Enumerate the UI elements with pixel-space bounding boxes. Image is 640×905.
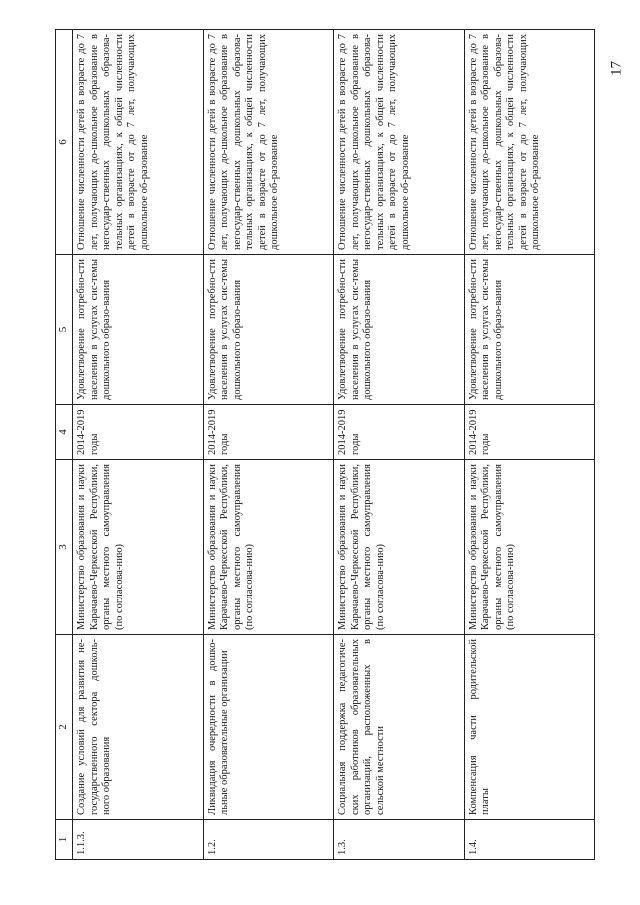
table-row xyxy=(464,30,595,860)
executor-cell: Министерство образования и науки Карачаево-Черкесской Республики, органы местного самоуправления (по согласова-нию) xyxy=(334,460,465,635)
program-measures-table xyxy=(55,29,595,860)
result-cell: Удовлетворение потребно-сти населения в услугах сис-темы дошкольного образо-вания xyxy=(334,255,465,405)
row-number: 1.1.3. xyxy=(73,820,204,860)
indicator-cell: Отношение численности детей в возрасте до 7 лет, получающих до-школьное образование в негосудар-ственных дошкольных образова-тельных организациях, к общей численности детей в возрасте от до 7 лет, получающих дошкольное об-разование xyxy=(464,30,595,255)
measure-cell: Создание условий для развития не-государственного сектора дошколь-ного образования xyxy=(73,635,204,820)
column-number: 2 xyxy=(56,635,73,820)
years-cell: 2014-2019 годы xyxy=(73,405,204,460)
years-cell: 2014-2019 годы xyxy=(203,405,334,460)
rotated-table-container xyxy=(55,30,595,860)
result-cell: Удовлетворение потребно-сти населения в услугах сис-темы дошкольного образо-вания xyxy=(464,255,595,405)
column-number: 3 xyxy=(56,460,73,635)
indicator-cell: Отношение численности детей в возрасте до 7 лет, получающих до-школьное образование в негосудар-ственных дошкольных образова-тельных организациях, к общей численности детей в возрасте от до 7 лет, получающих дошкольное об-разование xyxy=(203,30,334,255)
executor-cell: Министерство образования и науки Карачаево-Черкесской Республики, органы местного самоуправления (по согласова-нию) xyxy=(464,460,595,635)
years-cell: 2014-2019 годы xyxy=(334,405,465,460)
column-number: 4 xyxy=(56,405,73,460)
indicator-cell: Отношение численности детей в возрасте до 7 лет, получающих до-школьное образование в негосудар-ственных дошкольных образова-тельных организациях, к общей численности детей в возрасте от до 7 лет, получающих дошкольное об-разование xyxy=(73,30,204,255)
table-row xyxy=(334,30,465,860)
page-number: 17 xyxy=(608,61,625,76)
row-number: 1.2. xyxy=(203,820,334,860)
result-cell: Удовлетворение потребно-сти населения в услугах сис-темы дошкольного образо-вания xyxy=(73,255,204,405)
table-row xyxy=(73,30,204,860)
measure-cell: Компенсация части родительской платы xyxy=(464,635,595,820)
executor-cell: Министерство образования и науки Карачаево-Черкесской Республики, органы местного самоуправления (по согласова-нию) xyxy=(73,460,204,635)
indicator-cell: Отношение численности детей в возрасте до 7 лет, получающих до-школьное образование в негосудар-ственных дошкольных образова-тельных организациях, к общей численности детей в возрасте от до 7 лет, получающих дошкольное об-разование xyxy=(334,30,465,255)
result-cell: Удовлетворение потребно-сти населения в услугах сис-темы дошкольного образо-вания xyxy=(203,255,334,405)
column-number-row xyxy=(56,30,73,860)
years-cell: 2014-2019 годы xyxy=(464,405,595,460)
executor-cell: Министерство образования и науки Карачаево-Черкесской Республики, органы местного самоуправления (по согласова-нию) xyxy=(203,460,334,635)
column-number: 5 xyxy=(56,255,73,405)
measure-cell: Социальная поддержка педагогиче-ских работников образовательных организаций, расположенных в сельской местности xyxy=(334,635,465,820)
table-row xyxy=(203,30,334,860)
row-number: 1.3. xyxy=(334,820,465,860)
column-number: 1 xyxy=(56,820,73,860)
row-number: 1.4. xyxy=(464,820,595,860)
column-number: 6 xyxy=(56,30,73,255)
measure-cell: Ликвидация очередности в дошко-льные образовательные организации xyxy=(203,635,334,820)
